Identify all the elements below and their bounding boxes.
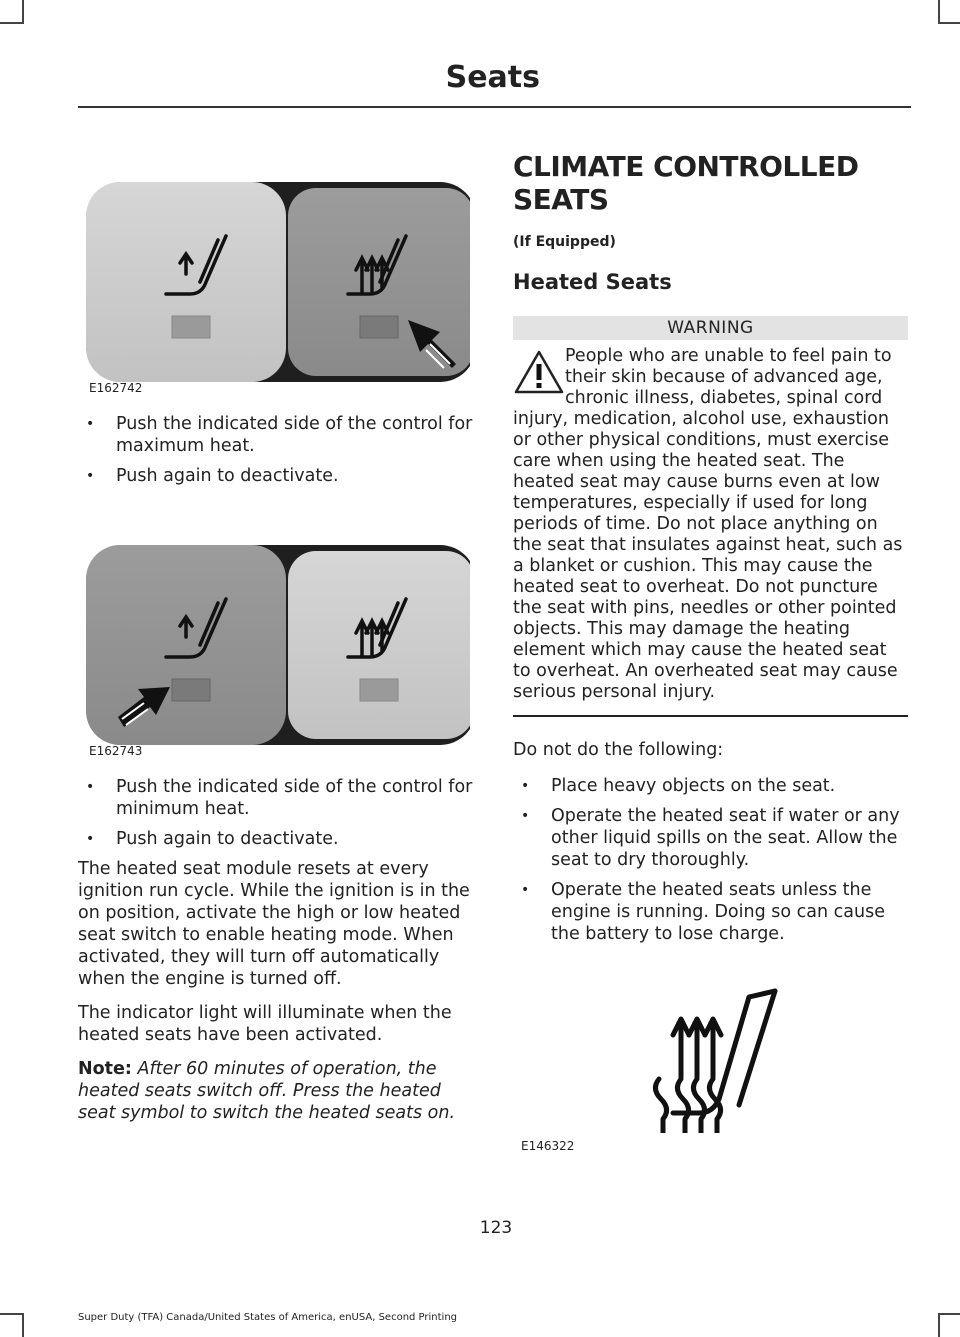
paragraph: The heated seat module resets at every ignition run cycle. While the ignition is in the on position, activate the high or low heated seat switch to enable heating mode. When activated, they will turn off automatically when the engine is turned off. <box>78 859 470 989</box>
paragraph: The indicator light will illuminate when the heated seats have been activated. <box>78 1003 452 1045</box>
figure-heated-seat-symbol <box>513 983 905 1153</box>
paragraph: Do not do the following: <box>513 740 724 760</box>
note <box>78 1058 478 1124</box>
list-item: • Operate the heated seats unless the engine is running. Doing so can cause the battery to lose charge. <box>513 879 908 945</box>
figure-id: E162743 <box>89 744 143 758</box>
list-item: • Push again to deactivate. <box>78 465 478 487</box>
heated-seat-switch-illustration <box>78 170 470 395</box>
equipped-note: (If Equipped) <box>513 234 616 250</box>
note-label: Note: <box>78 1059 132 1079</box>
list-item: • Operate the heated seat if water or any other liquid spills on the seat. Allow the seat to dry thoroughly. <box>513 805 908 871</box>
heated-seat-icon <box>513 983 905 1133</box>
subsection-title: Heated Seats <box>513 270 672 294</box>
crop-mark <box>0 1313 24 1315</box>
list-item: • Push the indicated side of the control for maximum heat. <box>78 413 478 457</box>
list-item: • Push the indicated side of the control for minimum heat. <box>78 776 478 820</box>
footer-text: Super Duty (TFA) Canada/United States of America, enUSA, Second Printing <box>78 1312 458 1323</box>
crop-mark <box>0 22 24 24</box>
left-column <box>78 170 478 1136</box>
note-text: After 60 minutes of operation, the heated seats switch off. Press the heated seat symbol to switch the heated seats on. <box>78 1059 456 1123</box>
figure-id: E162742 <box>89 381 143 395</box>
warning-block <box>513 346 908 717</box>
page-title: Seats <box>445 60 540 95</box>
crop-mark <box>22 0 24 24</box>
section-title: CLIMATE CONTROLLED SEATS <box>513 150 859 216</box>
figure-low-heat <box>78 533 470 758</box>
warning-label: WARNING <box>513 316 908 340</box>
figure-high-heat <box>78 170 470 395</box>
figure-id: E146322 <box>521 1139 575 1153</box>
right-column <box>513 150 908 1153</box>
list-item: • Place heavy objects on the seat. <box>513 775 908 797</box>
crop-mark <box>938 1313 960 1315</box>
page-number: 123 <box>479 1218 513 1238</box>
crop-mark <box>938 0 940 24</box>
heated-seat-switch-illustration <box>78 533 470 758</box>
header-rule <box>78 106 911 108</box>
list-item: • Push again to deactivate. <box>78 828 478 850</box>
warning-text: People who are unable to feel pain to their skin because of advanced age, chronic illness, diabetes, spinal cord injury, medication, alcohol use, exhaustion or other physical conditions, must exercise care when using the heated seat. The heated seat may cause burns even at low temperatures, especially if used for long periods of time. Do not place anything on the seat that insulates against heat, such as a blanket or cushion. This may cause the heated seat to overheat. Do not puncture the seat with pins, needles or other pointed objects. This may damage the heating element which may cause the heated seat to overheat. An overheated seat may cause serious personal injury. <box>513 346 903 702</box>
crop-mark <box>938 22 960 24</box>
warning-icon <box>513 348 565 396</box>
crop-mark <box>938 1313 940 1337</box>
crop-mark <box>22 1313 24 1337</box>
